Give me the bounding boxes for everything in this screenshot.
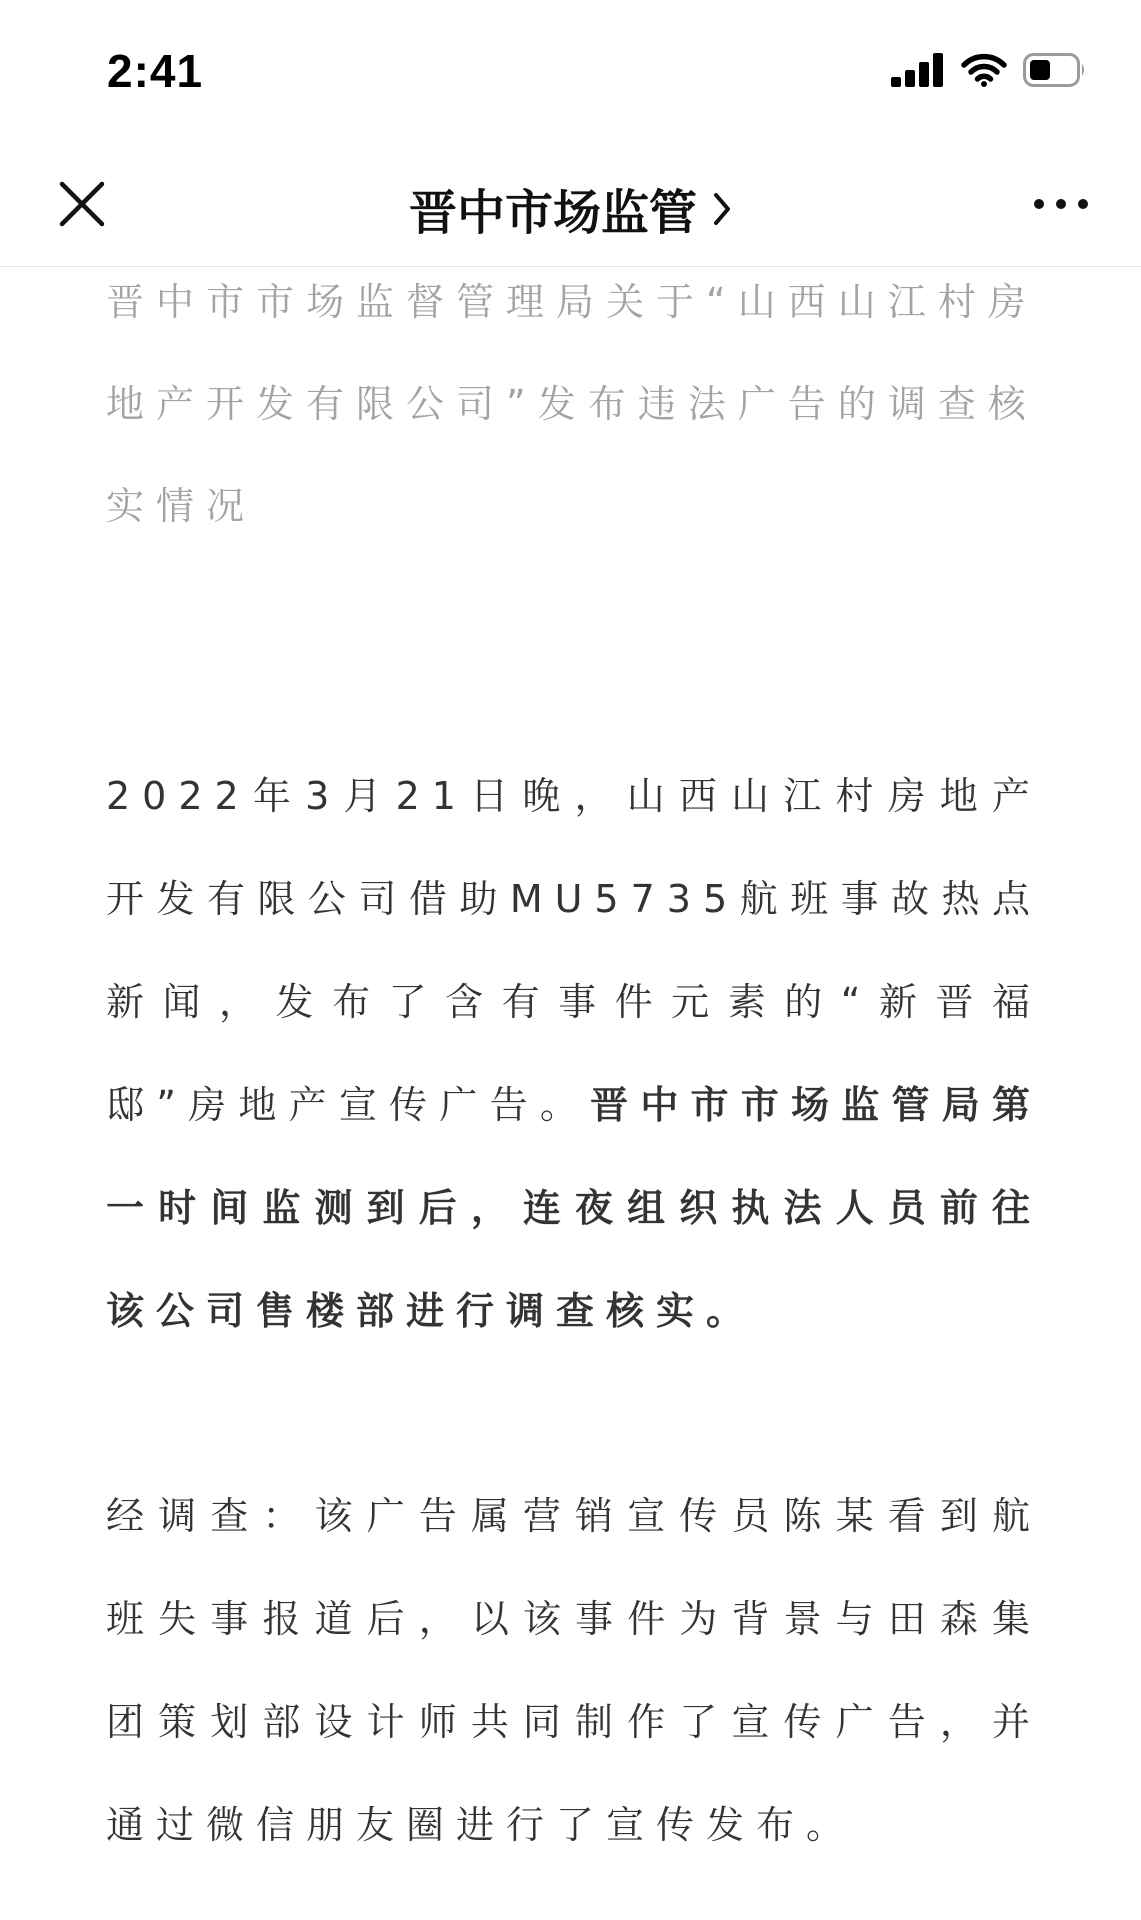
status-bar [0, 0, 1141, 140]
more-icon [1031, 194, 1091, 214]
paragraph-incident [106, 745, 1042, 1363]
more-button[interactable] [1031, 194, 1091, 214]
battery-icon [1023, 53, 1087, 87]
paragraph-incident-bold: 晋中市市场监管局第一时间监测到后，连夜组织执法人员前往该公司售楼部进行调查核实。 [106, 1083, 1042, 1333]
wifi-icon [961, 53, 1007, 87]
page-title: 晋中市场监管 [408, 185, 697, 241]
nav-bar [0, 140, 1141, 267]
article-content [106, 267, 1042, 1877]
paragraph-incident-text: 2022年3月21日晚，山西山江村房地产开发有限公司借助MU5735航班事故热点新闻，发布了含有事件元素的“新晋福邸”房地产宣传广告。 [106, 774, 1042, 1127]
signal-icon [891, 53, 945, 87]
chevron-right-icon [712, 191, 732, 227]
account-title-link[interactable] [0, 174, 1141, 243]
status-icons [891, 50, 1087, 90]
status-time: 2:41 [107, 45, 204, 97]
article-title: 晋中市市场监督管理局关于“山西山江村房地产开发有限公司”发布违法广告的调查核实情况 [106, 280, 1038, 528]
paragraph-investigation: 经调查：该广告属营销宣传员陈某看到航班失事报道后，以该事件为背景与田森集团策划部设计师共同制作了宣传广告，并通过微信朋友圈进行了宣传发布。 [106, 1494, 1042, 1847]
